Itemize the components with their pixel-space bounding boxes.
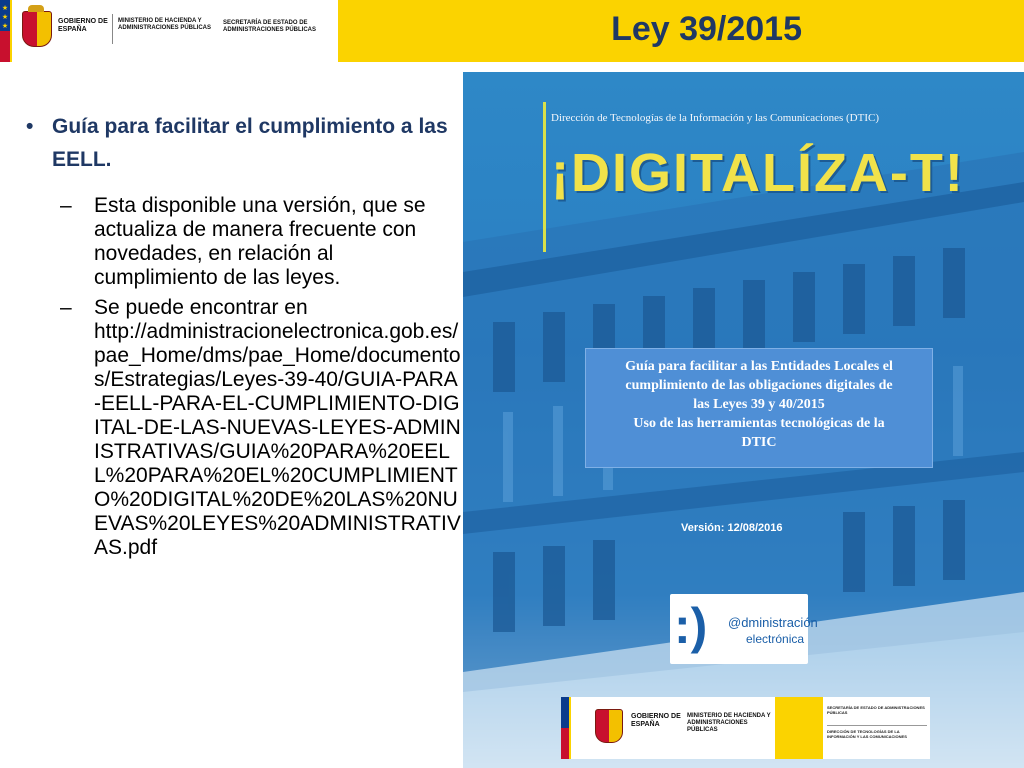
guide-line: Uso de las herramientas tecnológicas de la [633, 416, 885, 431]
cover-version: Versión: 12/08/2016 [681, 522, 783, 534]
coat-of-arms-icon [595, 709, 623, 743]
guide-url-link[interactable]: http://administracionelectronica.gob.es/pae_Home/dms/pae_Home/documentos/Estrategias/Leyes-39-40/GUIA-PARA-EELL-PARA-EL-CUMPLIMIENTO-DIGITAL-DE-LAS-NUEVAS-LEYES-ADMINISTRATIVAS/GUIA%20PARA%20EELL%20PARA%20EL%20CUMPLIMIENTO%20DIGITAL%20DE%20LAS%20NUEVAS%20LEYES%20ADMINISTRATIVAS.pdf [94, 320, 461, 559]
secretaria-logo [217, 0, 338, 62]
secretaria-text: SECRETARÍA DE ESTADO DE ADMINISTRACIONES PÚBLICAS [827, 705, 925, 715]
logo-divider [827, 725, 927, 726]
guide-cover-image [463, 72, 1024, 768]
gobierno-logo [12, 0, 217, 62]
eu-flag-stripe [0, 0, 10, 62]
ae-logo-text: @dministración [728, 615, 818, 630]
guide-line: DTIC [741, 435, 777, 450]
coat-of-arms-icon [22, 11, 52, 47]
cover-footer-logos [561, 697, 930, 759]
gobierno-logo [571, 697, 775, 759]
bullet-text: Guía para facilitar el cumplimiento a las EELL. [52, 115, 448, 171]
secretaria-logo [823, 697, 930, 759]
sub-item-version [22, 194, 462, 290]
cover-brand-title: ¡DIGITALÍZA-T! [551, 143, 965, 203]
header-band [0, 0, 1024, 62]
sub-item-intro: Se puede encontrar en [94, 296, 308, 319]
smiley-icon: :) [674, 598, 708, 654]
eu-flag-stripe [561, 697, 569, 759]
slide-title: Ley 39/2015 [611, 10, 802, 48]
guide-line: cumplimiento de las obligaciones digitales de [625, 378, 893, 393]
guide-line: las Leyes 39 y 40/2015 [693, 397, 825, 412]
cover-guide-box [585, 348, 933, 468]
dash-icon: – [60, 194, 72, 217]
crown-icon [28, 5, 44, 12]
secretaria-text: SECRETARÍA DE ESTADO DE ADMINISTRACIONES PÚBLICAS [223, 20, 317, 33]
ministerio-text: MINISTERIO DE HACIENDA Y ADMINISTRACIONES PÚBLICAS [118, 18, 212, 31]
administracion-electronica-logo [670, 594, 818, 664]
sub-item-text: Esta disponible una versión, que se actualiza de manera frecuente con novedades, en relación al cumplimiento de las leyes. [94, 194, 426, 289]
gobierno-text: GOBIERNO DE ESPAÑA [631, 713, 681, 728]
logo-divider [112, 14, 113, 44]
cover-accent-line [543, 102, 546, 252]
dash-icon: – [60, 296, 72, 319]
sub-item-url [22, 296, 462, 560]
bullet-icon: • [26, 115, 34, 138]
cover-dtic-text: Dirección de Tecnologías de la Información y las Comunicaciones (DTIC) [551, 112, 880, 124]
bullet-item [22, 110, 462, 176]
eu-stars-icon: ★ ★ ★ [1, 5, 9, 30]
guide-line: Guía para facilitar a las Entidades Locales el [625, 359, 893, 374]
direccion-text: DIRECCIÓN DE TECNOLOGÍAS DE LA INFORMACIÓN Y LAS COMUNICACIONES [827, 729, 907, 739]
ae-logo-subtext: electrónica [746, 632, 805, 646]
gobierno-text: GOBIERNO DE ESPAÑA [58, 18, 108, 33]
slide-body [22, 110, 462, 560]
ministerio-text: MINISTERIO DE HACIENDA Y ADMINISTRACIONES PÚBLICAS [687, 713, 771, 733]
